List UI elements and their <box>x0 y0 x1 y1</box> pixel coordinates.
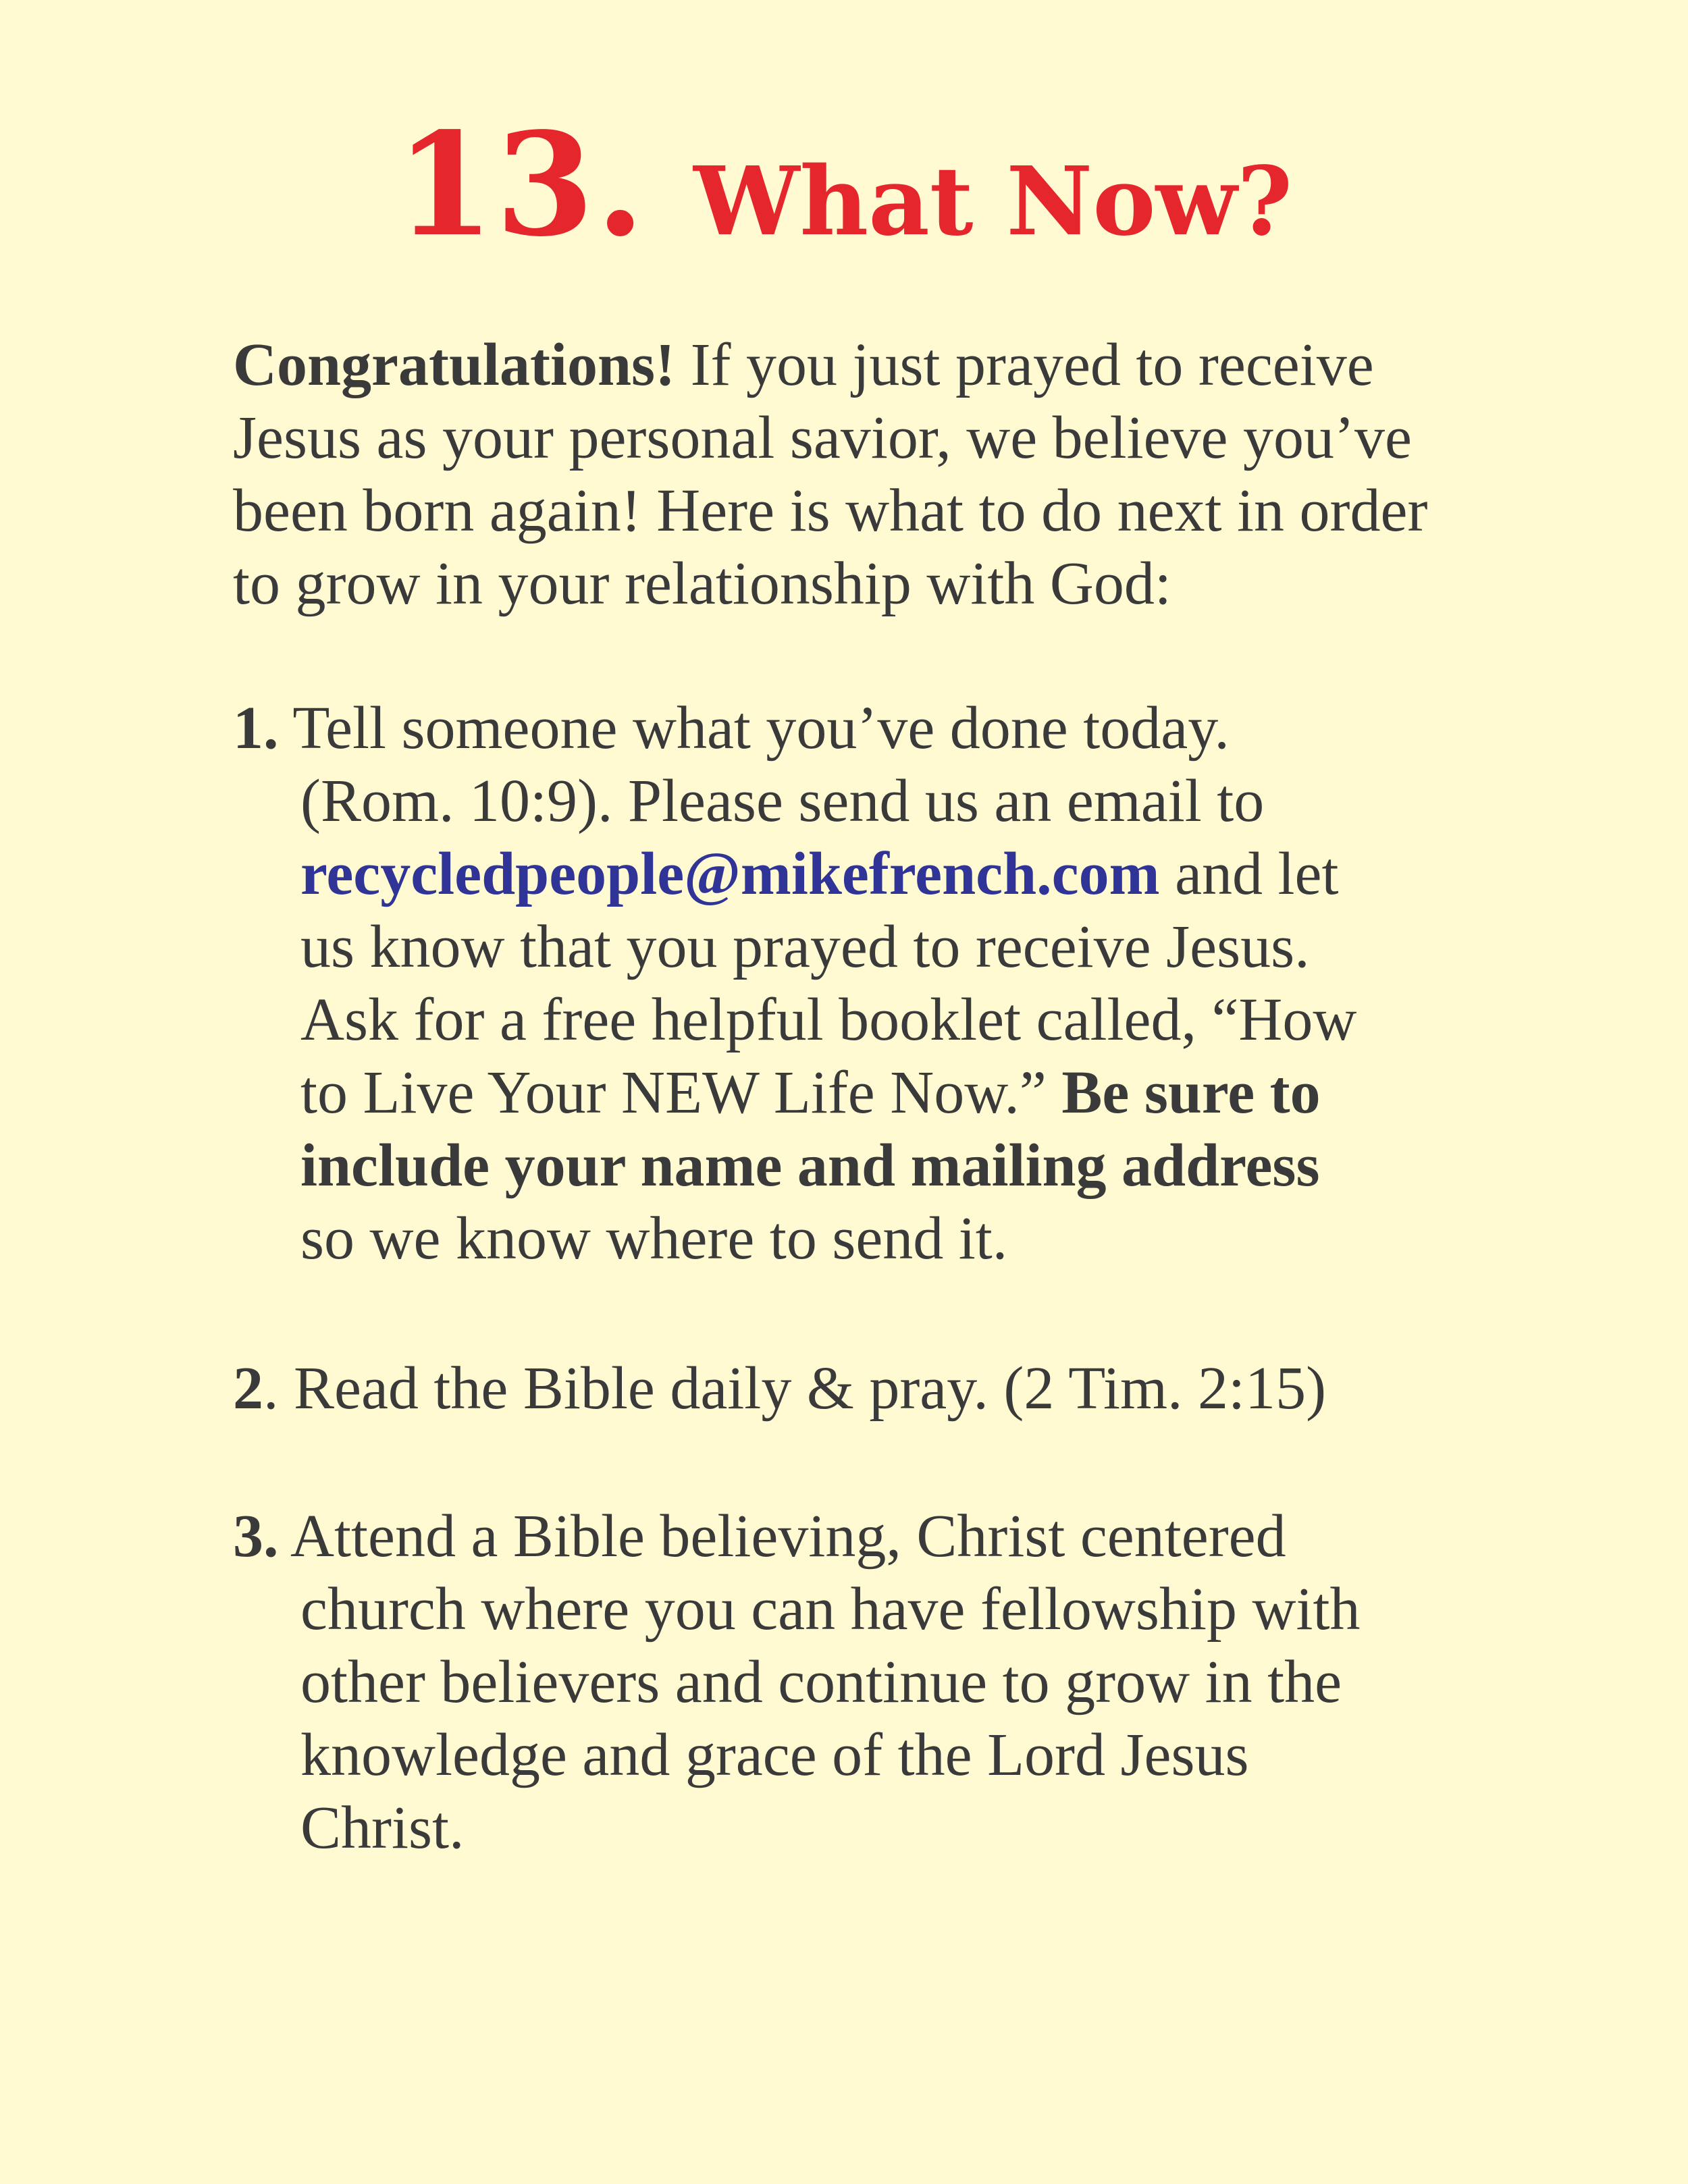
item-line <box>233 1057 1516 1129</box>
item-number: 1. <box>233 695 279 762</box>
item-text: . Read the Bible daily & pray. (2 Tim. 2:15) <box>263 1355 1327 1422</box>
intro-paragraph <box>233 329 1502 620</box>
intro-lead: Congratulations! <box>233 331 676 398</box>
item-emphasis: Be sure to <box>1061 1059 1321 1126</box>
item-line: Christ. <box>300 1794 465 1861</box>
intro-text: If you just prayed to receive <box>675 331 1374 398</box>
intro-line: to grow in your relationship with God: <box>233 550 1171 617</box>
item-line: knowledge and grace of the Lord Jesus <box>300 1722 1249 1788</box>
item-line: (Rom. 10:9). Please send us an email to <box>300 768 1265 834</box>
item-line: church where you can have fellowship with <box>300 1576 1361 1643</box>
item-line: us know that you prayed to receive Jesus. <box>300 913 1310 980</box>
item-line <box>233 1352 1516 1425</box>
item-text: and let <box>1159 841 1339 907</box>
page-heading <box>0 101 1688 268</box>
item-line <box>233 692 1516 765</box>
item-text: Attend a Bible believing, Christ centered <box>278 1503 1286 1570</box>
item-number: 3. <box>233 1503 279 1570</box>
item-number: 2 <box>233 1355 263 1422</box>
intro-line: Jesus as your personal savior, we believe you’ve <box>233 404 1412 471</box>
list-item <box>233 1352 1516 1425</box>
list-item <box>233 1500 1516 1865</box>
list-item <box>233 692 1516 1275</box>
heading-number: 13. <box>395 101 647 268</box>
item-line <box>233 838 1516 911</box>
item-line: so we know where to send it. <box>300 1205 1008 1272</box>
intro-line: been born again! Here is what to do next in order <box>233 477 1428 544</box>
email-link[interactable]: recycledpeople@mikefrench.com <box>300 841 1160 907</box>
item-text: Tell someone what you’ve done today. <box>278 695 1230 762</box>
item-line <box>233 1500 1516 1573</box>
item-text: to Live Your NEW Life Now.” <box>300 1059 1062 1126</box>
item-emphasis: include your name and mailing address <box>300 1132 1320 1199</box>
intro-line <box>233 329 1502 402</box>
item-line: other believers and continue to grow in the <box>300 1649 1342 1715</box>
heading-title: What Now? <box>693 147 1293 257</box>
item-line: Ask for a free helpful booklet called, “How <box>300 986 1357 1053</box>
